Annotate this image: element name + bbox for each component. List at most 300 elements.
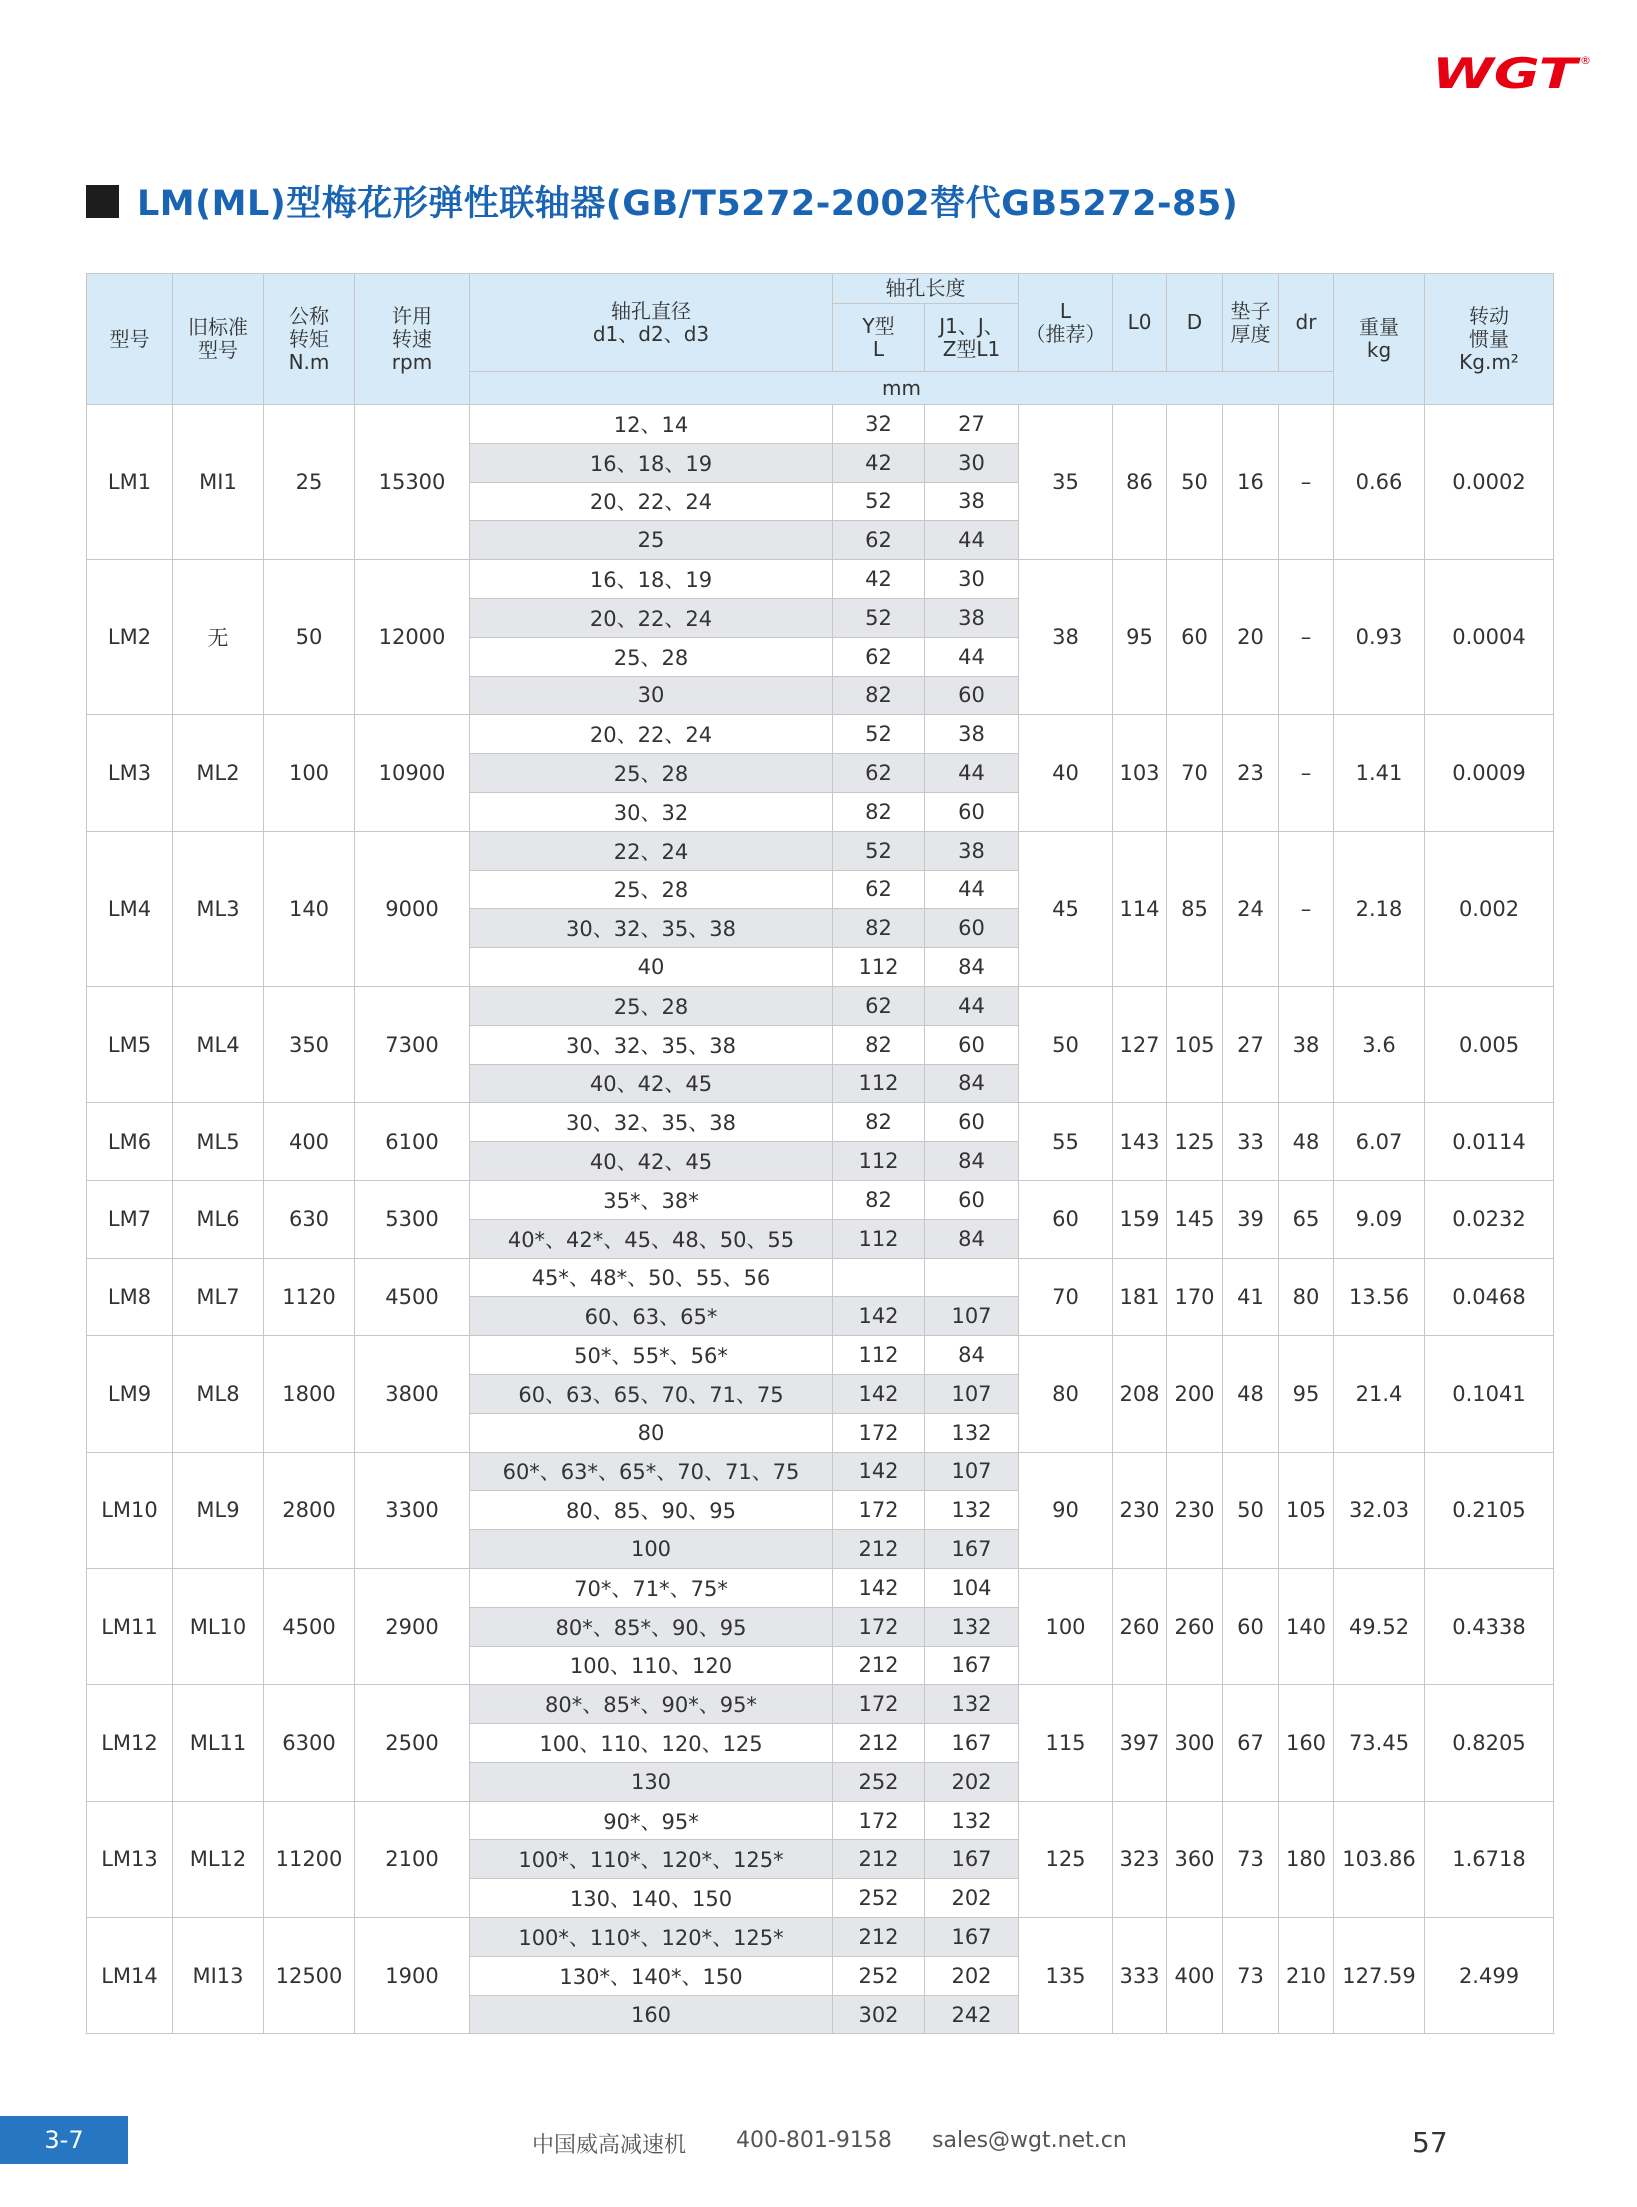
cell-L0: 397: [1113, 1685, 1167, 1801]
cell-bore-diameter: 160: [470, 1995, 833, 2034]
cell-y-length: 252: [833, 1762, 925, 1801]
cell-bore-diameter: 130、140、150: [470, 1879, 833, 1918]
cell-D: 70: [1167, 715, 1223, 831]
cell-inertia: 0.002: [1425, 831, 1554, 986]
cell-L0: 181: [1113, 1258, 1167, 1336]
table-header: [87, 274, 1554, 405]
header-torque-unit: N.m: [288, 349, 330, 374]
page-title: LM(ML)型梅花形弹性联轴器(GB/T5272-2002替代GB5272-85): [137, 184, 1239, 224]
cell-bore-diameter: 30、32、35、38: [470, 1103, 833, 1142]
cell-inertia: 0.4338: [1425, 1568, 1554, 1684]
cell-y-length: 212: [833, 1840, 925, 1879]
cell-speed: 5300: [355, 1180, 470, 1258]
cell-D: 105: [1167, 986, 1223, 1102]
footer-company: 中国威高减速机: [532, 2133, 687, 2158]
table-row: [87, 831, 1554, 870]
cell-weight: 6.07: [1334, 1103, 1425, 1181]
cell-bore-diameter: 16、18、19: [470, 443, 833, 482]
header-weight: [1334, 274, 1425, 405]
cell-weight: 21.4: [1334, 1336, 1425, 1452]
cell-j-length: 30: [925, 443, 1019, 482]
cell-j-length: 167: [925, 1530, 1019, 1569]
cell-pad: 20: [1223, 560, 1279, 715]
header-bore-diameter: [470, 274, 833, 372]
cell-model: LM1: [87, 405, 173, 560]
cell-weight: 3.6: [1334, 986, 1425, 1102]
cell-L0: 95: [1113, 560, 1167, 715]
cell-j-length: 44: [925, 637, 1019, 676]
cell-model: LM11: [87, 1568, 173, 1684]
cell-j-length: 38: [925, 598, 1019, 637]
cell-bore-diameter: 40、42、45: [470, 1142, 833, 1181]
cell-speed: 15300: [355, 405, 470, 560]
header-torque-line2: 转矩: [289, 326, 329, 351]
header-j-type-line1: J1、J、: [939, 313, 1004, 338]
cell-speed: 2100: [355, 1801, 470, 1917]
cell-y-length: 52: [833, 715, 925, 754]
cell-model: LM6: [87, 1103, 173, 1181]
cell-dr: –: [1279, 560, 1334, 715]
header-L0: L0: [1113, 274, 1167, 372]
cell-bore-diameter: 50*、55*、56*: [470, 1336, 833, 1375]
header-weight-unit: kg: [1366, 338, 1392, 362]
cell-j-length: 38: [925, 831, 1019, 870]
cell-L: 35: [1019, 405, 1113, 560]
cell-dr: 105: [1279, 1452, 1334, 1568]
cell-bore-diameter: 25、28: [470, 870, 833, 909]
page-number: 57: [1412, 2126, 1448, 2159]
cell-weight: 73.45: [1334, 1685, 1425, 1801]
cell-inertia: 0.005: [1425, 986, 1554, 1102]
cell-y-length: 212: [833, 1918, 925, 1957]
cell-bore-diameter: 25: [470, 521, 833, 560]
cell-dr: 210: [1279, 1918, 1334, 2034]
cell-dr: 140: [1279, 1568, 1334, 1684]
cell-inertia: 0.1041: [1425, 1336, 1554, 1452]
cell-L0: 230: [1113, 1452, 1167, 1568]
cell-L0: 143: [1113, 1103, 1167, 1181]
cell-old-model: MI1: [173, 405, 264, 560]
cell-pad: 48: [1223, 1336, 1279, 1452]
cell-model: LM5: [87, 986, 173, 1102]
header-speed-line2: 转速: [392, 326, 432, 351]
cell-old-model: ML8: [173, 1336, 264, 1452]
cell-j-length: 202: [925, 1879, 1019, 1918]
cell-speed: 9000: [355, 831, 470, 986]
cell-model: LM9: [87, 1336, 173, 1452]
cell-L: 90: [1019, 1452, 1113, 1568]
cell-j-length: 84: [925, 948, 1019, 987]
cell-pad: 39: [1223, 1180, 1279, 1258]
cell-j-length: 132: [925, 1413, 1019, 1452]
cell-torque: 630: [264, 1180, 355, 1258]
header-dr: dr: [1279, 274, 1334, 372]
cell-y-length: 42: [833, 560, 925, 599]
cell-D: 125: [1167, 1103, 1223, 1181]
cell-y-length: 142: [833, 1452, 925, 1491]
cell-speed: 4500: [355, 1258, 470, 1336]
cell-dr: –: [1279, 831, 1334, 986]
cell-j-length: 38: [925, 482, 1019, 521]
cell-j-length: 242: [925, 1995, 1019, 2034]
cell-j-length: 202: [925, 1956, 1019, 1995]
cell-bore-diameter: 80: [470, 1413, 833, 1452]
cell-pad: 67: [1223, 1685, 1279, 1801]
cell-y-length: 112: [833, 1142, 925, 1181]
cell-y-length: 82: [833, 909, 925, 948]
cell-bore-diameter: 30、32、35、38: [470, 1025, 833, 1064]
cell-torque: 1800: [264, 1336, 355, 1452]
cell-y-length: 212: [833, 1724, 925, 1763]
cell-inertia: 0.0114: [1425, 1103, 1554, 1181]
cell-bore-diameter: 80*、85*、90*、95*: [470, 1685, 833, 1724]
cell-model: LM7: [87, 1180, 173, 1258]
cell-torque: 6300: [264, 1685, 355, 1801]
cell-y-length: 112: [833, 1219, 925, 1258]
header-speed-unit: rpm: [391, 349, 433, 374]
cell-model: LM8: [87, 1258, 173, 1336]
cell-weight: 9.09: [1334, 1180, 1425, 1258]
table-row: [87, 1568, 1554, 1607]
cell-y-length: 82: [833, 676, 925, 715]
cell-y-length: 52: [833, 831, 925, 870]
cell-L: 70: [1019, 1258, 1113, 1336]
cell-y-length: 302: [833, 1995, 925, 2034]
cell-bore-diameter: 25、28: [470, 637, 833, 676]
cell-model: LM3: [87, 715, 173, 831]
table-body: [87, 405, 1554, 2034]
header-inertia: [1425, 274, 1554, 405]
cell-torque: 2800: [264, 1452, 355, 1568]
cell-bore-diameter: 12、14: [470, 405, 833, 444]
cell-bore-diameter: 16、18、19: [470, 560, 833, 599]
cell-j-length: 107: [925, 1452, 1019, 1491]
cell-weight: 103.86: [1334, 1801, 1425, 1917]
cell-j-length: 38: [925, 715, 1019, 754]
cell-bore-diameter: 30: [470, 676, 833, 715]
cell-bore-diameter: 60、63、65*: [470, 1297, 833, 1336]
cell-L0: 127: [1113, 986, 1167, 1102]
cell-dr: –: [1279, 715, 1334, 831]
cell-model: LM2: [87, 560, 173, 715]
cell-bore-diameter: 35*、38*: [470, 1180, 833, 1219]
cell-j-length: 30: [925, 560, 1019, 599]
header-j-type: [925, 304, 1019, 372]
header-j-type-line2: Z型L1: [942, 336, 1001, 361]
cell-bore-diameter: 100、110、120: [470, 1646, 833, 1685]
cell-dr: 95: [1279, 1336, 1334, 1452]
cell-j-length: 60: [925, 1103, 1019, 1142]
cell-D: 300: [1167, 1685, 1223, 1801]
cell-L: 125: [1019, 1801, 1113, 1917]
cell-weight: 1.41: [1334, 715, 1425, 831]
cell-y-length: 112: [833, 1064, 925, 1103]
cell-L: 135: [1019, 1918, 1113, 2034]
cell-y-length: 172: [833, 1801, 925, 1840]
cell-pad: 27: [1223, 986, 1279, 1102]
cell-torque: 50: [264, 560, 355, 715]
cell-j-length: 167: [925, 1840, 1019, 1879]
cell-j-length: 132: [925, 1491, 1019, 1530]
cell-pad: 23: [1223, 715, 1279, 831]
wgt-logo-graphic: [1432, 52, 1592, 96]
cell-j-length: 84: [925, 1336, 1019, 1375]
cell-D: 260: [1167, 1568, 1223, 1684]
cell-torque: 4500: [264, 1568, 355, 1684]
cell-pad: 73: [1223, 1801, 1279, 1917]
cell-y-length: 82: [833, 792, 925, 831]
header-inertia-line2: 惯量: [1469, 326, 1509, 351]
cell-bore-diameter: 100*、110*、120*、125*: [470, 1840, 833, 1879]
header-L-line1: L: [1059, 298, 1072, 323]
cell-L0: 333: [1113, 1918, 1167, 2034]
cell-bore-diameter: 25、28: [470, 986, 833, 1025]
cell-j-length: 202: [925, 1762, 1019, 1801]
cell-weight: 13.56: [1334, 1258, 1425, 1336]
cell-j-length: 104: [925, 1568, 1019, 1607]
cell-bore-diameter: 100*、110*、120*、125*: [470, 1918, 833, 1957]
cell-L: 80: [1019, 1336, 1113, 1452]
cell-j-length: 60: [925, 676, 1019, 715]
cell-y-length: 42: [833, 443, 925, 482]
cell-inertia: 0.0232: [1425, 1180, 1554, 1258]
cell-D: 50: [1167, 405, 1223, 560]
cell-old-model: ML5: [173, 1103, 264, 1181]
cell-dr: 180: [1279, 1801, 1334, 1917]
cell-old-model: ML4: [173, 986, 264, 1102]
header-D: D: [1167, 274, 1223, 372]
cell-bore-diameter: 40、42、45: [470, 1064, 833, 1103]
cell-y-length: 62: [833, 870, 925, 909]
cell-y-length: 172: [833, 1491, 925, 1530]
cell-weight: 127.59: [1334, 1918, 1425, 2034]
cell-y-length: 32: [833, 405, 925, 444]
header-torque: [264, 274, 355, 405]
header-L: [1019, 274, 1113, 372]
cell-D: 60: [1167, 560, 1223, 715]
cell-pad: 33: [1223, 1103, 1279, 1181]
cell-bore-diameter: 40: [470, 948, 833, 987]
coupling-spec-table: [86, 273, 1554, 2034]
cell-j-length: 107: [925, 1374, 1019, 1413]
cell-j-length: 107: [925, 1297, 1019, 1336]
cell-y-length: 142: [833, 1568, 925, 1607]
cell-old-model: MI13: [173, 1918, 264, 2034]
cell-old-model: ML10: [173, 1568, 264, 1684]
registered-mark: ®: [1580, 54, 1591, 67]
cell-j-length: 27: [925, 405, 1019, 444]
title-row: [86, 176, 1238, 226]
header-old-model-line2: 型号: [198, 338, 238, 362]
table-row: [87, 1918, 1554, 1957]
cell-y-length: 62: [833, 637, 925, 676]
header-old-model: [173, 274, 264, 405]
header-speed-line1: 许用: [392, 303, 432, 328]
cell-D: 400: [1167, 1918, 1223, 2034]
cell-bore-diameter: 80、85、90、95: [470, 1491, 833, 1530]
header-unit-mm: mm: [470, 372, 1334, 405]
table-row: [87, 1258, 1554, 1297]
table-row: [87, 1103, 1554, 1142]
cell-inertia: 1.6718: [1425, 1801, 1554, 1917]
cell-dr: 65: [1279, 1180, 1334, 1258]
cell-model: LM4: [87, 831, 173, 986]
cell-bore-diameter: 40*、42*、45、48、50、55: [470, 1219, 833, 1258]
cell-inertia: 0.0002: [1425, 405, 1554, 560]
cell-model: LM10: [87, 1452, 173, 1568]
cell-pad: 16: [1223, 405, 1279, 560]
cell-torque: 400: [264, 1103, 355, 1181]
cell-dr: –: [1279, 405, 1334, 560]
cell-y-length: 252: [833, 1956, 925, 1995]
cell-speed: 3800: [355, 1336, 470, 1452]
cell-y-length: 112: [833, 948, 925, 987]
cell-bore-diameter: 20、22、24: [470, 598, 833, 637]
cell-L: 60: [1019, 1180, 1113, 1258]
cell-L0: 260: [1113, 1568, 1167, 1684]
title-square-icon: [86, 185, 119, 218]
cell-speed: 3300: [355, 1452, 470, 1568]
cell-y-length: 172: [833, 1413, 925, 1452]
header-y-type: [833, 304, 925, 372]
cell-j-length: 84: [925, 1219, 1019, 1258]
cell-L: 38: [1019, 560, 1113, 715]
cell-bore-diameter: 30、32、35、38: [470, 909, 833, 948]
header-weight-line1: 重量: [1359, 315, 1399, 339]
cell-j-length: 84: [925, 1142, 1019, 1181]
table-row: [87, 1452, 1554, 1491]
cell-L: 45: [1019, 831, 1113, 986]
cell-bore-diameter: 30、32: [470, 792, 833, 831]
cell-j-length: 167: [925, 1646, 1019, 1685]
table-row: [87, 405, 1554, 444]
header-pad-thickness: [1223, 274, 1279, 372]
cell-bore-diameter: 45*、48*、50、55、56: [470, 1258, 833, 1297]
cell-bore-diameter: 90*、95*: [470, 1801, 833, 1840]
cell-y-length: 82: [833, 1103, 925, 1142]
cell-torque: 12500: [264, 1918, 355, 2034]
cell-dr: 38: [1279, 986, 1334, 1102]
cell-pad: 50: [1223, 1452, 1279, 1568]
cell-L0: 208: [1113, 1336, 1167, 1452]
cell-pad: 41: [1223, 1258, 1279, 1336]
cell-dr: 48: [1279, 1103, 1334, 1181]
cell-L: 115: [1019, 1685, 1113, 1801]
cell-inertia: 0.2105: [1425, 1452, 1554, 1568]
cell-y-length: 252: [833, 1879, 925, 1918]
table-row: [87, 1336, 1554, 1375]
cell-D: 145: [1167, 1180, 1223, 1258]
table-row: [87, 1180, 1554, 1219]
cell-old-model: ML7: [173, 1258, 264, 1336]
cell-D: 170: [1167, 1258, 1223, 1336]
cell-j-length: 167: [925, 1724, 1019, 1763]
cell-y-length: 82: [833, 1180, 925, 1219]
table-row: [87, 560, 1554, 599]
cell-old-model: ML2: [173, 715, 264, 831]
cell-j-length: 60: [925, 1025, 1019, 1064]
cell-speed: 2900: [355, 1568, 470, 1684]
cell-pad: 73: [1223, 1918, 1279, 2034]
header-y-type-line2: L: [872, 336, 885, 361]
cell-speed: 2500: [355, 1685, 470, 1801]
cell-speed: 6100: [355, 1103, 470, 1181]
cell-j-length: 84: [925, 1064, 1019, 1103]
cell-y-length: 142: [833, 1374, 925, 1413]
cell-bore-diameter: 20、22、24: [470, 715, 833, 754]
cell-D: 360: [1167, 1801, 1223, 1917]
cell-L0: 103: [1113, 715, 1167, 831]
wgt-logo: [1432, 52, 1592, 96]
cell-old-model: 无: [173, 560, 264, 715]
table-row: [87, 1685, 1554, 1724]
cell-j-length: 132: [925, 1685, 1019, 1724]
cell-L0: 159: [1113, 1180, 1167, 1258]
header-inertia-line1: 转动: [1469, 303, 1509, 328]
cell-old-model: ML6: [173, 1180, 264, 1258]
header-inertia-unit: Kg.m²: [1459, 349, 1519, 374]
cell-inertia: 0.8205: [1425, 1685, 1554, 1801]
cell-pad: 24: [1223, 831, 1279, 986]
cell-bore-diameter: 25、28: [470, 754, 833, 793]
cell-y-length: 172: [833, 1607, 925, 1646]
header-pad-line1: 垫子: [1230, 298, 1271, 323]
cell-torque: 11200: [264, 1801, 355, 1917]
logo-text: WGT: [1432, 52, 1582, 96]
cell-y-length: 212: [833, 1646, 925, 1685]
cell-bore-diameter: 80*、85*、90、95: [470, 1607, 833, 1646]
cell-D: 230: [1167, 1452, 1223, 1568]
cell-y-length: 112: [833, 1336, 925, 1375]
cell-L: 55: [1019, 1103, 1113, 1181]
cell-L: 50: [1019, 986, 1113, 1102]
cell-dr: 80: [1279, 1258, 1334, 1336]
cell-j-length: 44: [925, 986, 1019, 1025]
table-row: [87, 1801, 1554, 1840]
cell-y-length: 62: [833, 754, 925, 793]
header-speed: [355, 274, 470, 405]
cell-old-model: ML12: [173, 1801, 264, 1917]
cell-torque: 140: [264, 831, 355, 986]
cell-y-length: 52: [833, 598, 925, 637]
cell-j-length: 44: [925, 754, 1019, 793]
header-L-line2: （推荐）: [1025, 321, 1106, 346]
cell-D: 200: [1167, 1336, 1223, 1452]
cell-L: 40: [1019, 715, 1113, 831]
cell-y-length: 62: [833, 521, 925, 560]
cell-L0: 114: [1113, 831, 1167, 986]
cell-old-model: ML3: [173, 831, 264, 986]
cell-speed: 12000: [355, 560, 470, 715]
cell-weight: 0.66: [1334, 405, 1425, 560]
header-model: 型号: [87, 274, 173, 405]
cell-weight: 49.52: [1334, 1568, 1425, 1684]
header-bore-length: 轴孔长度: [833, 274, 1019, 304]
cell-bore-diameter: 130: [470, 1762, 833, 1801]
cell-j-length: 132: [925, 1607, 1019, 1646]
cell-bore-diameter: 100: [470, 1530, 833, 1569]
cell-bore-diameter: 22、24: [470, 831, 833, 870]
cell-bore-diameter: 20、22、24: [470, 482, 833, 521]
cell-torque: 350: [264, 986, 355, 1102]
cell-j-length: 44: [925, 521, 1019, 560]
cell-model: LM14: [87, 1918, 173, 2034]
cell-j-length: 132: [925, 1801, 1019, 1840]
cell-inertia: 0.0009: [1425, 715, 1554, 831]
cell-bore-diameter: 130*、140*、150: [470, 1956, 833, 1995]
cell-y-length: [833, 1258, 925, 1297]
cell-bore-diameter: 60、63、65、70、71、75: [470, 1374, 833, 1413]
